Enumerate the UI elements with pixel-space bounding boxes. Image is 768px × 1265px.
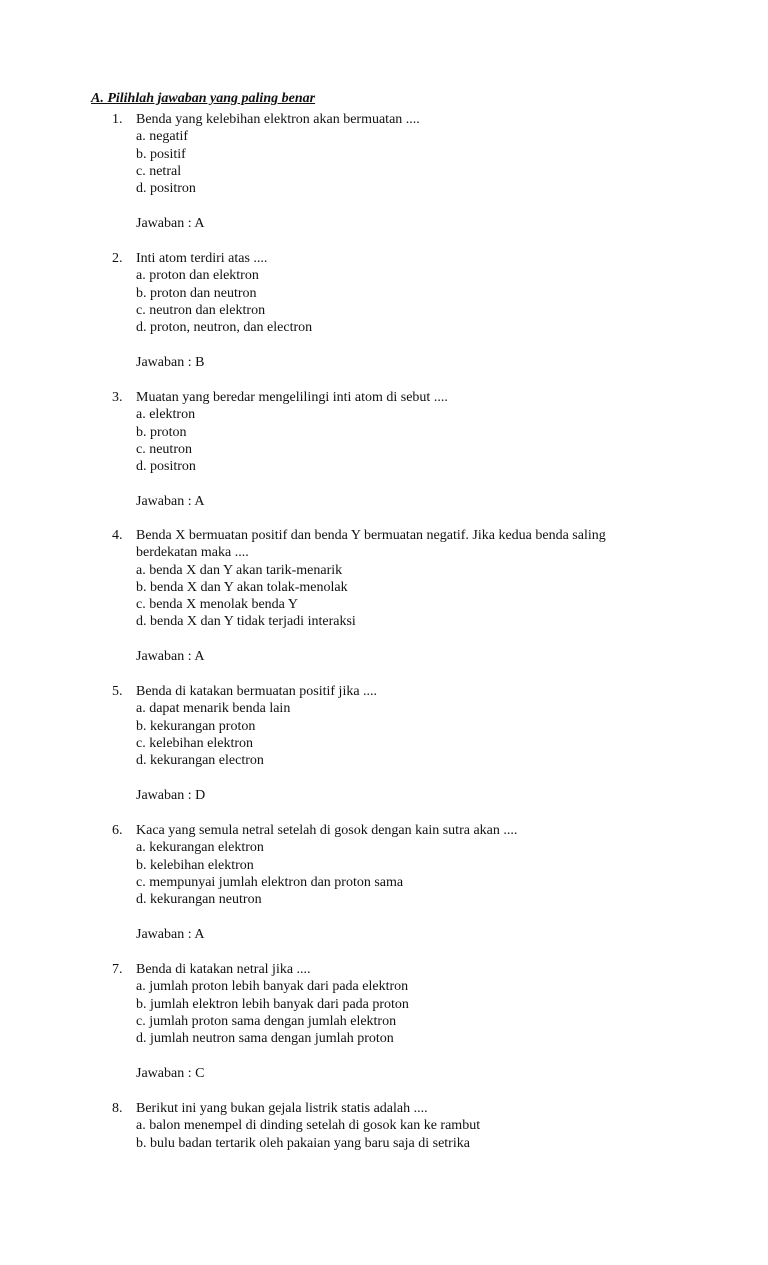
question-number: 2. [112,251,123,266]
option-a: a. jumlah proton lebih banyak dari pada elektron [136,979,409,995]
option-a: a. dapat menarik benda lain [136,701,291,717]
option-b: b. kekurangan proton [136,718,256,734]
option-d: d. positron [136,181,196,197]
option-d: d. benda X dan Y tidak terjadi interaksi [136,614,356,630]
question-number: 4. [112,528,123,543]
option-a: a. kekurangan elektron [136,840,264,856]
option-c: c. jumlah proton sama dengan jumlah elektron [136,1013,397,1029]
answer: Jawaban : A [136,649,205,665]
question-text: Benda X bermuatan positif dan benda Y bermuatan negatif. Jika kedua benda saling [136,528,606,543]
option-c: c. neutron [136,441,192,457]
question-text-continued: berdekatan maka .... [136,545,249,561]
question-number: 1. [112,112,123,127]
option-a: a. balon menempel di dinding setelah di gosok kan ke rambut [136,1118,481,1134]
answer: Jawaban : A [136,215,205,231]
question-text: Kaca yang semula netral setelah di gosok dengan kain sutra akan .... [136,823,518,838]
question-2 [112,250,712,371]
question-4 [112,527,712,665]
question-text: Inti atom terdiri atas .... [136,251,268,266]
section-title: A. Pilihlah jawaban yang paling benar [91,91,316,106]
option-d: d. kekurangan neutron [136,892,262,908]
option-a: a. proton dan elektron [136,268,259,284]
question-text: Benda di katakan netral jika .... [136,962,311,977]
option-b: b. benda X dan Y akan tolak-menolak [136,579,348,595]
option-b: b. positif [136,146,186,162]
option-a: a. negatif [136,129,189,145]
question-number: 6. [112,823,123,838]
question-5 [112,683,712,804]
option-a: a. benda X dan Y akan tarik-menarik [136,562,343,578]
question-text: Benda di katakan bermuatan positif jika .... [136,684,378,699]
question-number: 5. [112,684,123,699]
option-d: d. jumlah neutron sama dengan jumlah proton [136,1031,394,1047]
answer: Jawaban : D [136,787,206,803]
question-text: Berikut ini yang bukan gejala listrik statis adalah .... [136,1101,428,1116]
answer: Jawaban : A [136,926,205,942]
answer: Jawaban : A [136,493,205,509]
option-d: d. positron [136,459,196,475]
option-c: c. neutron dan elektron [136,302,266,318]
question-text: Muatan yang beredar mengelilingi inti atom di sebut .... [136,390,448,405]
option-c: c. mempunyai jumlah elektron dan proton sama [136,874,404,890]
answer: Jawaban : C [136,1065,205,1081]
question-7 [112,961,712,1082]
option-b: b. jumlah elektron lebih banyak dari pada proton [136,996,409,1012]
option-b: b. proton dan neutron [136,285,257,301]
question-number: 7. [112,962,123,977]
question-6 [112,822,712,943]
option-c: c. kelebihan elektron [136,735,254,751]
option-c: c. netral [136,163,182,179]
option-d: d. proton, neutron, dan electron [136,320,313,336]
question-1 [112,111,712,232]
option-d: d. kekurangan electron [136,753,264,769]
answer: Jawaban : B [136,354,205,370]
question-number: 8. [112,1101,123,1116]
option-b: b. proton [136,424,187,440]
option-b: b. bulu badan tertarik oleh pakaian yang baru saja di setrika [136,1135,470,1151]
question-number: 3. [112,390,123,405]
option-c: c. benda X menolak benda Y [136,597,298,613]
option-a: a. elektron [136,407,196,423]
option-b: b. kelebihan elektron [136,857,254,873]
question-3 [112,389,712,510]
question-8 [112,1100,712,1152]
question-text: Benda yang kelebihan elektron akan bermuatan .... [136,112,420,127]
